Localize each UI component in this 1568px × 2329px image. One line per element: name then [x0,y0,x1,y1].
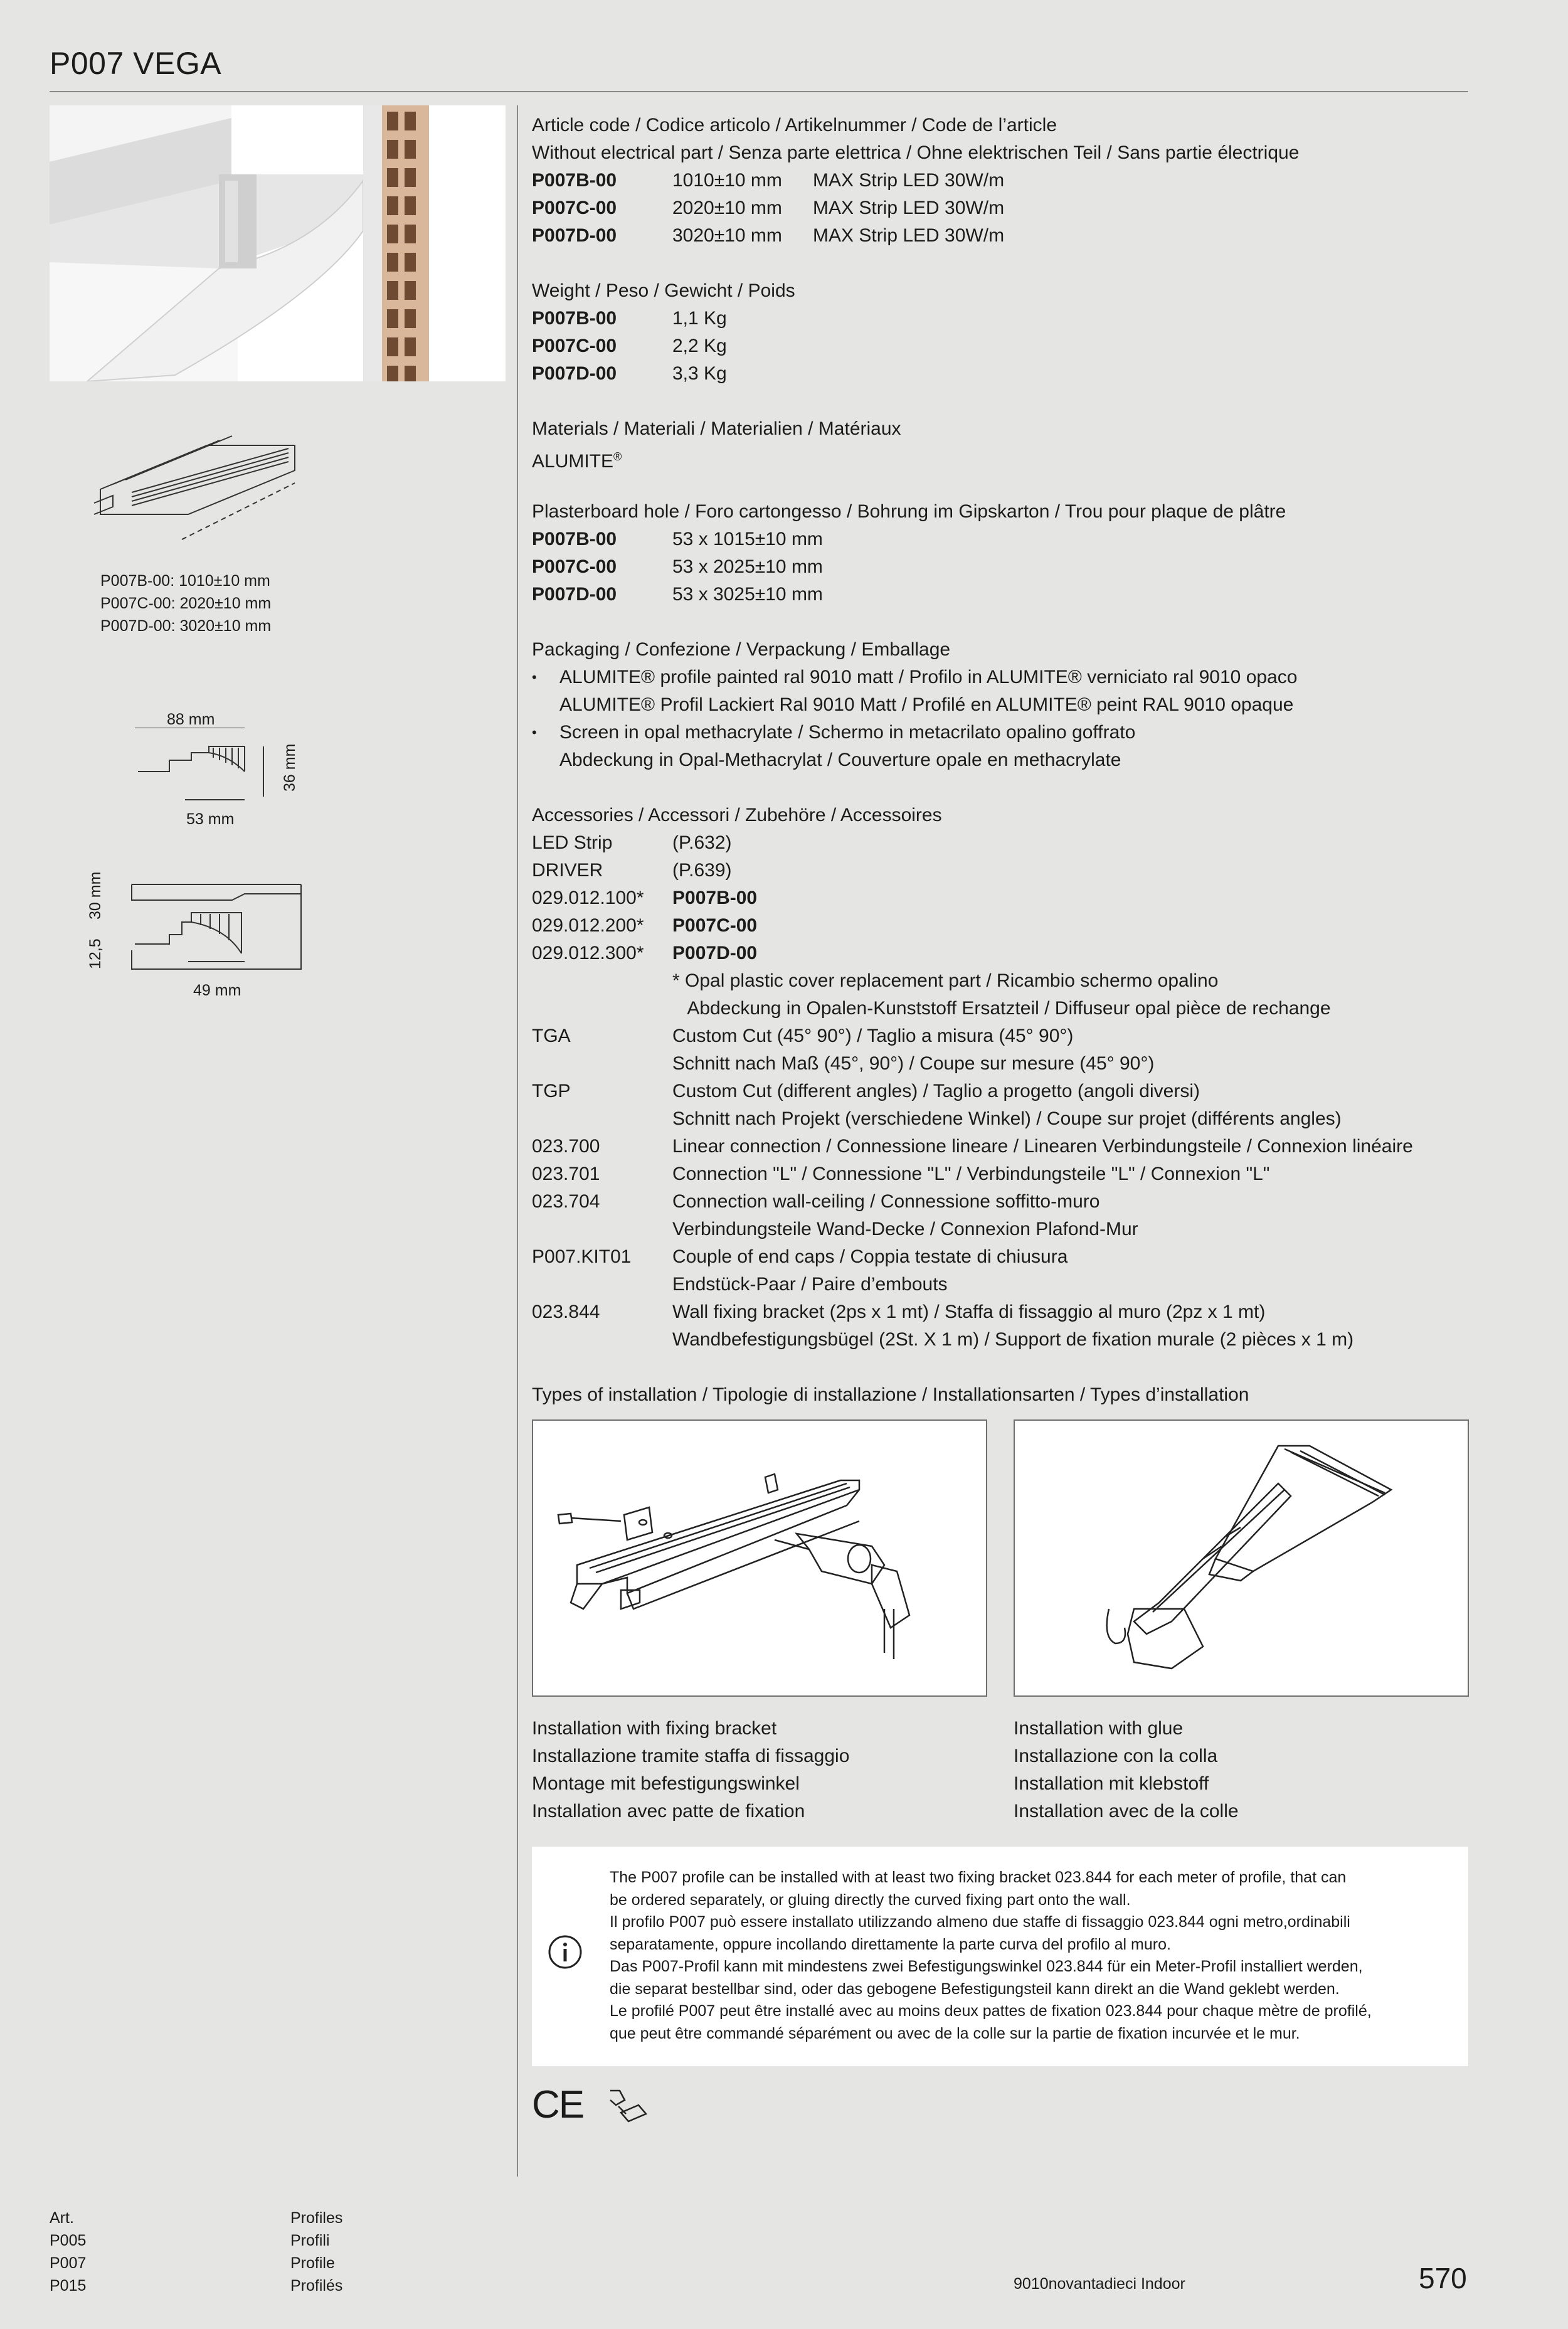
hole-value: 53 x 1015±10 mm [672,529,823,549]
hole-value: 53 x 2025±10 mm [672,556,823,577]
column-divider [517,105,518,2177]
weight-row [532,332,1466,360]
materials-section [532,415,1466,475]
ce-mark-icon: CE [532,2083,584,2126]
dim-top-width: 88 mm [167,711,215,728]
accessory-desc: Couple of end caps / Coppia testate di chiusura [672,1246,1068,1267]
accessory-desc: Abdeckung in Opalen-Kunststoff Ersatzteil / Diffuseur opal pièce de rechange [672,998,1331,1019]
packaging-line: ALUMITE® Profil Lackiert Ral 9010 Matt / Profilé en ALUMITE® peint RAL 9010 opaque [559,694,1294,715]
materials-name: ALUMITE [532,451,614,472]
hole-row [532,526,1466,553]
accessory-desc: Connection wall-ceiling / Connessione soffitto-muro [672,1191,1100,1212]
accessory-desc: Wall fixing bracket (2ps x 1 mt) / Staffa di fissaggio al muro (2pz x 1 mt) [672,1302,1266,1322]
caption-line: Montage mit befestigungswinkel [532,1773,800,1794]
accessory-code: P007.KIT01 [532,1246,632,1267]
bullet: • [532,724,537,740]
accessory-desc: Connection "L" / Connessione "L" / Verbindungsteile "L" / Connexion "L" [672,1164,1270,1184]
installation-symbol-icon [607,2088,650,2125]
packaging-line: Abdeckung in Opal-Methacrylat / Couverture opale en methacrylate [559,750,1121,770]
installation-section-drawing [119,881,307,975]
registered-mark: ® [613,450,622,463]
accessory-row [532,995,1466,1022]
accessory-row [532,1243,1466,1271]
article-heading: Article code / Codice articolo / Artikelnummer / Code de l’article [532,115,1057,135]
article-led: MAX Strip LED 30W/m [813,170,1005,191]
length-item: P007C-00: 2020±10 mm [100,595,272,612]
page-title: P007 VEGA [50,46,222,81]
article-code: P007C-00 [532,198,617,218]
glue-illustration [1014,1419,1469,1697]
profile-isometric-drawing [88,433,314,546]
accessory-row [532,1216,1466,1243]
installation-section [532,1381,1466,1409]
length-item: P007B-00: 1010±10 mm [100,572,270,590]
weight-code: P007C-00 [532,336,617,356]
length-item: P007D-00: 3020±10 mm [100,617,272,635]
bracket-illustration [532,1419,987,1697]
accessory-code [532,1326,672,1354]
accessories-section [532,802,1466,1354]
weight-heading: Weight / Peso / Gewicht / Poids [532,280,795,301]
footer-line: Profiles [290,2209,343,2227]
footer-line: Profilés [290,2277,343,2295]
footer-categories [290,2207,342,2297]
info-line: que peut être commandé séparément ou avec de la colle sur la partie de fixation incurvée et le mur. [610,2024,1300,2042]
footer-line: Art. [50,2209,74,2227]
info-line: separatamente, oppure incollando direttamente la parte curva del profilo al muro. [610,1935,1171,1953]
hole-row [532,553,1466,581]
accessory-row [532,1271,1466,1298]
spec-column [532,112,1466,1409]
accessory-code: TGA [532,1026,571,1046]
accessory-code: 029.012.200* [532,915,644,936]
footer-line: P005 [50,2232,87,2249]
accessory-code: LED Strip [532,832,613,853]
hole-section [532,498,1466,608]
accessory-desc: Endstück-Paar / Paire d’embouts [672,1274,948,1295]
info-line: be ordered separately, or gluing directly the curved fixing part onto the wall. [610,1891,1131,1909]
caption-line: Installazione tramite staffa di fissaggio [532,1746,850,1766]
caption-line: Installation avec patte de fixation [532,1801,805,1822]
dim-height: 36 mm [281,743,299,792]
accessory-code: DRIVER [532,860,603,881]
packaging-item [532,719,1466,746]
accessory-desc: Linear connection / Connessione lineare / Linearen Verbindungsteile / Connexion linéaire [672,1136,1413,1157]
weight-value: 3,3 Kg [672,363,727,384]
packaging-section [532,636,1466,774]
accessory-desc: * Opal plastic cover replacement part / Ricambio schermo opalino [672,970,1219,991]
weight-section [532,277,1466,388]
hole-heading: Plasterboard hole / Foro cartongesso / Bohrung im Gipskarton / Trou pour plaque de plâtre [532,501,1286,522]
accessory-code [532,967,672,995]
installation-heading: Types of installation / Tipologie di installazione / Installationsarten / Types d’installation [532,1384,1249,1405]
dim-bottom-width: 53 mm [186,810,235,828]
accessory-code: TGP [532,1081,571,1101]
accessory-row [532,884,1466,912]
accessory-code: 029.012.100* [532,888,644,908]
accessory-row [532,967,1466,995]
accessory-code: 029.012.300* [532,943,644,963]
article-row [532,194,1466,222]
info-line: Le profilé P007 peut être installé avec au moins deux pattes de fixation 023.844 pour chaque mètre de profilé, [610,2002,1372,2020]
caption-line: Installation with fixing bracket [532,1718,777,1739]
article-code: P007D-00 [532,225,617,246]
bracket-caption [532,1715,849,1825]
footer-line: Profili [290,2232,330,2249]
caption-line: Installazione con la colla [1014,1746,1218,1766]
accessory-row [532,940,1466,967]
packaging-line: Screen in opal methacrylate / Schermo in metacrilato opalino goffrato [559,722,1136,743]
accessory-code [532,1105,672,1133]
info-line: The P007 profile can be installed with at least two fixing bracket 023.844 for each meter of profile, that can [610,1869,1347,1886]
materials-value [532,443,1466,475]
info-text [610,1867,1450,2045]
accessory-row [532,1188,1466,1216]
section-drawing [135,728,285,809]
weight-row [532,305,1466,332]
article-length: 2020±10 mm [672,198,782,218]
accessories-heading: Accessories / Accessori / Zubehöre / Accessoires [532,805,942,825]
article-led: MAX Strip LED 30W/m [813,225,1005,246]
accessory-code [532,1050,672,1078]
hole-code: P007B-00 [532,529,617,549]
product-photo [50,105,506,381]
accessory-row [532,829,1466,857]
weight-code: P007D-00 [532,363,617,384]
packaging-item [532,746,1466,774]
accessory-row [532,912,1466,940]
accessory-row [532,1050,1466,1078]
accessory-code [532,1216,672,1243]
article-length: 3020±10 mm [672,225,782,246]
accessory-desc: Schnitt nach Projekt (verschiedene Winkel) / Coupe sur projet (différents angles) [672,1108,1342,1129]
accessory-desc: P007D-00 [672,943,758,963]
accessory-code: 023.700 [532,1136,600,1157]
packaging-item [532,664,1466,691]
accessory-desc: (P.639) [672,860,732,881]
dim-install-width: 49 mm [193,982,241,999]
footer-articles [50,2207,86,2297]
title-divider [50,91,1468,92]
weight-row [532,360,1466,388]
accessory-desc: Wandbefestigungsbügel (2St. X 1 m) / Support de fixation murale (2 pièces x 1 m) [672,1329,1354,1350]
footer-line: P007 [50,2254,87,2272]
accessory-row [532,1326,1466,1354]
accessory-row [532,1022,1466,1050]
materials-heading: Materials / Materiali / Materialien / Matériaux [532,418,901,439]
dim-install-height: 30 mm [87,871,104,920]
lengths-list [100,570,271,637]
article-row [532,222,1466,250]
footer-brand: 9010novantadieci Indoor [1014,2275,1185,2293]
caption-line: Installation mit klebstoff [1014,1773,1209,1794]
caption-line: Installation with glue [1014,1718,1184,1739]
accessory-code: 023.844 [532,1302,600,1322]
accessory-desc: Schnitt nach Maß (45°, 90°) / Coupe sur mesure (45° 90°) [672,1053,1155,1074]
accessory-desc: Verbindungsteile Wand-Decke / Connexion Plafond-Mur [672,1219,1138,1239]
article-section [532,112,1466,250]
accessory-desc: Custom Cut (different angles) / Taglio a progetto (angoli diversi) [672,1081,1200,1101]
footer-line: P015 [50,2277,87,2295]
info-line: die separat bestellbar sind, oder das gebogene Befestigungsteil kann direkt an die Wand geklebt werden. [610,1980,1340,1998]
accessory-code [532,995,672,1022]
bullet: • [532,669,537,685]
accessory-code: 023.704 [532,1191,600,1212]
dim-install-offset: 12,5 [87,938,104,969]
accessory-row [532,1133,1466,1160]
accessory-row [532,1105,1466,1133]
accessory-row [532,1160,1466,1188]
info-icon [548,1934,583,1970]
accessories-list [532,829,1466,1354]
article-led: MAX Strip LED 30W/m [813,198,1005,218]
accessory-desc: (P.632) [672,832,732,853]
hole-code: P007C-00 [532,556,617,577]
packaging-heading: Packaging / Confezione / Verpackung / Emballage [532,639,951,660]
accessory-desc: Custom Cut (45° 90°) / Taglio a misura (45° 90°) [672,1026,1074,1046]
accessory-code [532,1271,672,1298]
glue-caption [1014,1715,1239,1825]
hole-value: 53 x 3025±10 mm [672,584,823,605]
accessory-row [532,1078,1466,1105]
article-code: P007B-00 [532,170,617,191]
article-subheading: Without electrical part / Senza parte elettrica / Ohne elektrischen Teil / Sans partie électrique [532,142,1300,163]
packaging-line: ALUMITE® profile painted ral 9010 matt / Profilo in ALUMITE® verniciato ral 9010 opaco [559,667,1298,687]
footer-line: Profile [290,2254,335,2272]
packaging-item [532,691,1466,719]
accessory-row [532,857,1466,884]
accessory-desc: P007C-00 [672,915,758,936]
info-line: Das P007-Profil kann mit mindestens zwei Befestigungswinkel 023.844 für ein Meter-Profil installiert werden, [610,1958,1363,1975]
accessory-code: 023.701 [532,1164,600,1184]
info-line: Il profilo P007 può essere installato utilizzando almeno due staffe di fissaggio 023.844 ogni metro,ordinabili [610,1913,1350,1931]
article-length: 1010±10 mm [672,170,782,191]
caption-line: Installation avec de la colle [1014,1801,1239,1822]
hole-code: P007D-00 [532,584,617,605]
article-row [532,167,1466,194]
accessory-desc: P007B-00 [672,888,758,908]
hole-row [532,581,1466,608]
weight-value: 1,1 Kg [672,308,727,329]
page-number: 570 [1419,2262,1467,2295]
weight-code: P007B-00 [532,308,617,329]
weight-value: 2,2 Kg [672,336,727,356]
accessory-row [532,1298,1466,1326]
